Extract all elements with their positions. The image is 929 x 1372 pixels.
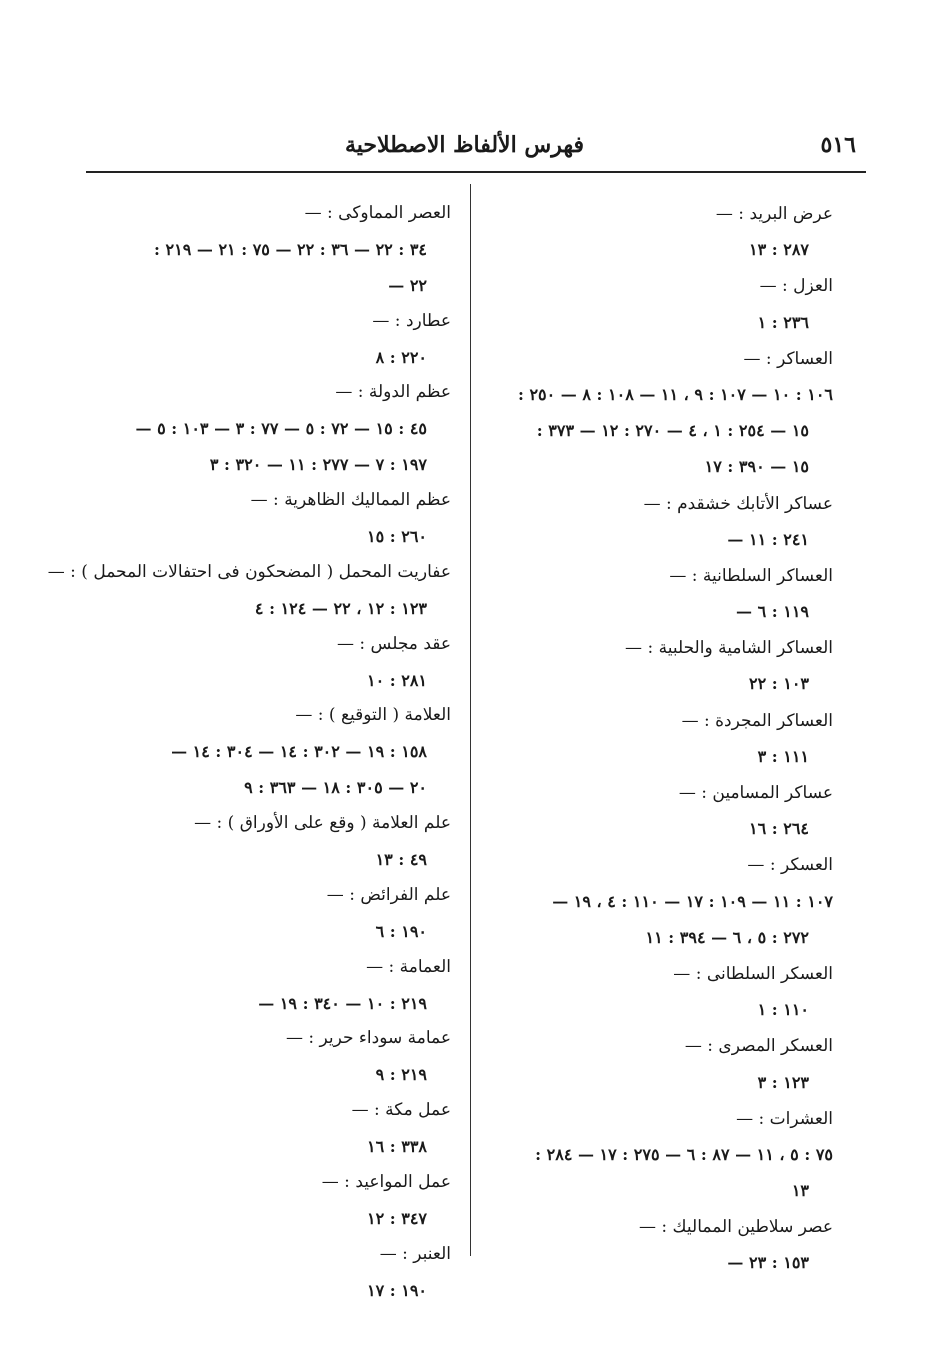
right-column [487, 196, 833, 1282]
index-term: عظم الدولة : — [335, 382, 451, 403]
page-reference: ٢٠ — ٣٠٥ : ١٨ — ٣٦٣ : ٩ [244, 778, 427, 798]
page-reference: ١٠٧ : ١١ — ١٠٩ : ١٧ — ١١٠ : ٤ ، ١٩ — [552, 891, 833, 911]
page-reference: ١٩٠ : ٦ [375, 921, 427, 941]
index-term: عرض البريد : — [715, 204, 833, 224]
index-term: العساكر المجردة : — [681, 710, 833, 731]
page-reference: ٢١٩ : ١٠ — ٣٤٠ : ١٩ — [258, 993, 427, 1013]
page-reference: ١٥ — ٣٩٠ : ١٧ [704, 457, 809, 477]
page-reference: ٢٢٠ : ٨ [375, 347, 427, 367]
index-term: عمل مكة : — [351, 1100, 451, 1121]
header-rule [86, 171, 866, 173]
page-reference: ١٥ — ٢٥٤ : ١ ، ٤ — ٢٧٠ : ١٢ — ٣٧٣ : [536, 421, 809, 441]
page-reference: ١٠٣ : ٢٢ [748, 674, 809, 694]
page-reference: ٢٧٢ : ٥ ، ٦ — ٣٩٤ : ١١ [645, 927, 809, 947]
index-term: عفاريت المحمل ( المضحكون فى احتفالات المحمل ) : — [47, 561, 451, 582]
page-reference: ٢١٩ : ٩ [375, 1065, 427, 1085]
page-number: ٥١٦ [820, 132, 856, 158]
page-reference: ٤٩ : ١٣ [375, 850, 427, 870]
index-term: عمامة سوداء حرير : — [285, 1028, 451, 1049]
page-reference: ٢٦٠ : ١٥ [366, 527, 427, 547]
page-reference: ١٠٦ : ١٠ — ١٠٧ : ٩ ، ١١ — ١٠٨ : ٨ — ٢٥٠ : [517, 384, 833, 404]
index-term: العزل : — [759, 276, 833, 297]
index-term: العشرات : — [736, 1108, 833, 1129]
page-reference: ١٢٣ : ٣ [757, 1072, 809, 1092]
index-term: عقد مجلس : — [337, 633, 451, 654]
index-term: علم الفرائض : — [326, 884, 451, 905]
index-term: العمامة : — [366, 956, 451, 977]
index-term: عطارد : — [372, 310, 451, 331]
index-term: العسكر : — [747, 855, 833, 876]
index-term: العصر المماوكى : — [304, 203, 451, 223]
page-reference: ١٥٣ : ٢٣ — [727, 1253, 809, 1273]
page-reference: ٣٣٨ : ١٦ [366, 1137, 427, 1157]
page-reference: ٣٤ : ٢٢ — ٣٦ : ٢٢ — ٧٥ : ٢١ — ٢١٩ : [154, 239, 427, 259]
page-reference: ٤٥ : ١٥ — ٧٢ : ٥ — ٧٧ : ٣ — ١٠٣ : ٥ — [135, 419, 427, 439]
index-term: العساكر السلطانية : — [669, 565, 833, 586]
index-term: العسكر السلطانى : — [673, 963, 833, 984]
page-reference: ١٥٨ : ١٩ — ٣٠٢ : ١٤ — ٣٠٤ : ١٤ — [171, 742, 427, 762]
page-reference: ١١١ : ٣ [757, 746, 809, 766]
index-term: عظم المماليك الظاهرية : — [250, 490, 451, 511]
page-reference: ١١٩ : ٦ — [736, 602, 809, 622]
index-term: العسكر المصرى : — [684, 1036, 833, 1057]
index-term: عساكر المسامين : — [678, 783, 833, 803]
column-divider [470, 184, 471, 1256]
index-term: عساكر الأتابك خشقدم : — [643, 493, 833, 514]
page-reference: ٢٣٦ : ١ [757, 312, 809, 332]
page-reference: ١١٠ : ١ [757, 1000, 809, 1020]
index-term: العساكر الشامية والحلبية : — [625, 638, 833, 659]
index-term: عمل المواعيد : — [321, 1172, 451, 1193]
index-term: العنبر : — [379, 1243, 451, 1264]
page-header [88, 132, 864, 168]
page-reference: ٢٨١ : ١٠ [366, 670, 427, 690]
page-reference: ١٩٧ : ٧ — ٢٧٧ : ١١ — ٣٢٠ : ٣ [209, 455, 427, 475]
page-reference: ٢٦٤ : ١٦ [748, 819, 809, 839]
index-term: العساكر : — [743, 348, 833, 369]
page-reference: ١٣ [791, 1181, 809, 1201]
index-term: العلامة ( التوقيع ) : — [295, 705, 451, 726]
page-reference: ٧٥ : ٥ ، ١١ — ٨٧ : ٦ — ٢٧٥ : ١٧ — ٢٨٤ : [535, 1144, 833, 1164]
page-title: فهرس الألفاظ الاصطلاحية [344, 132, 584, 158]
index-term: عصر سلاطين المماليك : — [639, 1217, 833, 1238]
page-reference: ٢٢ — [388, 275, 427, 295]
index-term: علم العلامة ( وقع على الأوراق ) : — [194, 813, 451, 834]
page-reference: ١٩٠ : ١٧ [366, 1280, 427, 1300]
page-reference: ٣٤٧ : ١٢ [366, 1208, 427, 1228]
page-reference: ٢٨٧ : ١٣ [748, 240, 809, 260]
left-column [47, 196, 451, 1309]
page-reference: ٢٤١ : ١١ — [727, 529, 809, 549]
page-reference: ١٢٣ : ١٢ ، ٢٢ — ١٢٤ : ٤ [254, 598, 427, 618]
